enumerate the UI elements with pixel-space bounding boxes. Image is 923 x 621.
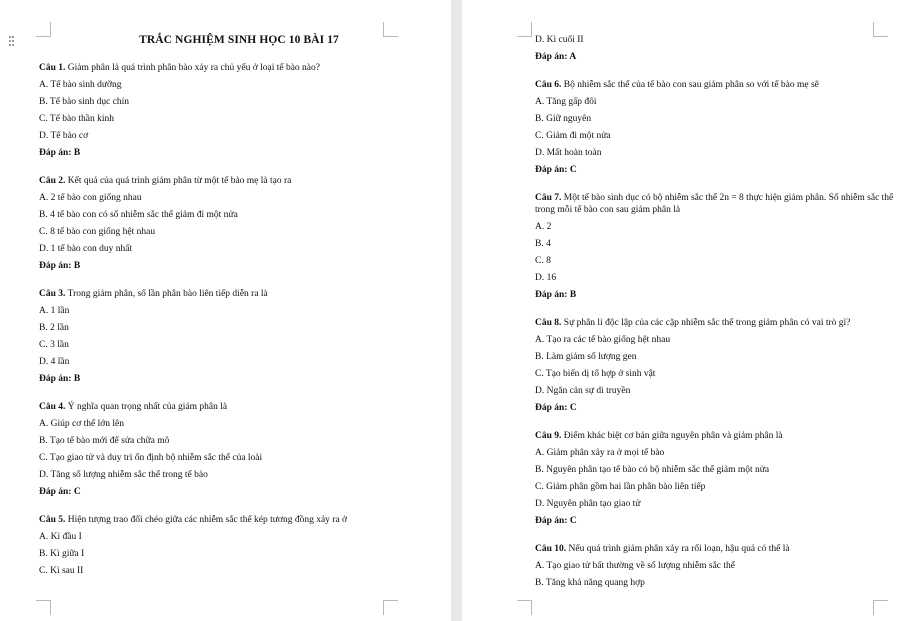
answer-option: C. Giảm đi một nửa [535, 131, 611, 141]
question-body: Một tế bào sinh dục có bộ nhiễm sắc thể 2n = 8 thực hiện giảm phân. Số nhiễm sắc thể trong mỗi tế bào con sau giảm phân là [535, 193, 894, 215]
margin-corner-bottom-right [873, 600, 888, 615]
drag-handle-icon[interactable] [9, 36, 17, 48]
answer-option: A. 1 lần [39, 306, 70, 316]
answer-option: D. Ngăn cản sự di truyền [535, 386, 631, 396]
question-number: Câu 2. [39, 176, 66, 186]
margin-corner-bottom-right [383, 600, 398, 615]
question-body: Ý nghĩa quan trọng nhất của giảm phân là [65, 402, 228, 412]
answer-option: B. Nguyên phân tạo tế bào có bộ nhiễm sắc thể giảm một nửa [535, 465, 770, 475]
answer-option: D. 4 lần [39, 357, 70, 367]
answer-option: B. 4 [535, 239, 551, 249]
answer-key: Đáp án: C [39, 487, 81, 497]
question-text [39, 401, 439, 413]
answer-option: C. 8 tế bào con giống hệt nhau [39, 227, 156, 237]
question-body: Giảm phân là quá trình phân bào xảy ra chủ yếu ở loại tế bào nào? [65, 63, 320, 73]
question-block [535, 430, 915, 527]
question-block [39, 288, 439, 385]
answer-option: A. 2 [535, 222, 552, 232]
question-block [535, 317, 915, 414]
left-page-content [39, 34, 439, 582]
question-text [39, 175, 439, 187]
answer-option: A. Tế bào sinh dưỡng [39, 80, 122, 90]
answer-option: D. Kì cuối II [535, 35, 584, 45]
question-number: Câu 6. [535, 80, 562, 90]
question-text [39, 514, 439, 526]
answer-option: C. Giảm phân gồm hai lần phân bào liên tiếp [535, 482, 706, 492]
answer-option: C. 3 lần [39, 340, 69, 350]
question-body: Nếu quá trình giảm phân xảy ra rối loạn, hậu quả có thể là [566, 544, 790, 554]
question-text [535, 317, 915, 329]
question-block [535, 79, 915, 176]
answer-option: C. Kì sau II [39, 566, 84, 576]
answer-option: B. Tế bào sinh dục chín [39, 97, 130, 107]
answer-option: D. 1 tế bào con duy nhất [39, 244, 133, 254]
answer-key: Đáp án: B [535, 290, 577, 300]
margin-corner-top-left [517, 22, 532, 37]
answer-option: B. Làm giảm số lượng gen [535, 352, 637, 362]
question-text [535, 79, 915, 91]
answer-option: C. 8 [535, 256, 551, 266]
answer-option: C. Tạo giao tử và duy trì ổn định bộ nhiễm sắc thể của loài [39, 453, 263, 463]
answer-option: B. Giữ nguyên [535, 114, 592, 124]
question-number: Câu 1. [39, 63, 66, 73]
document-page-left [0, 0, 451, 621]
answer-option: D. 16 [535, 273, 557, 283]
question-text [535, 192, 915, 216]
question-number: Câu 9. [535, 431, 562, 441]
question-body: Sự phân li độc lập của các cặp nhiễm sắc thể trong giảm phân có vai trò gì? [561, 318, 851, 328]
answer-key: Đáp án: C [535, 516, 577, 526]
answer-option: A. Tạo ra các tế bào giống hệt nhau [535, 335, 671, 345]
question-block [535, 192, 915, 301]
question-body: Trong giảm phân, số lần phân bào liên tiếp diễn ra là [65, 289, 268, 299]
question-number: Câu 5. [39, 515, 66, 525]
question-body: Điểm khác biệt cơ bản giữa nguyên phân và giảm phân là [561, 431, 783, 441]
answer-option: A. Giảm phân xảy ra ở mọi tế bào [535, 448, 665, 458]
answer-option: A. Kì đầu I [39, 532, 82, 542]
question-block [39, 175, 439, 272]
answer-option: C. Tạo biến dị tổ hợp ở sinh vật [535, 369, 656, 379]
answer-key: Đáp án: B [39, 148, 81, 158]
question-text [39, 62, 439, 74]
margin-corner-bottom-left [36, 600, 51, 615]
question-text [535, 430, 915, 442]
answer-option: B. 4 tế bào con có số nhiễm sắc thể giảm đi một nửa [39, 210, 238, 220]
question-number: Câu 10. [535, 544, 567, 554]
answer-option: B. Tăng khả năng quang hợp [535, 578, 645, 588]
right-page-content [535, 34, 915, 594]
question-block [535, 543, 915, 589]
answer-key: Đáp án: C [535, 165, 577, 175]
answer-option: A. Giúp cơ thể lớn lên [39, 419, 124, 429]
answer-option: D. Mất hoàn toàn [535, 148, 602, 158]
question-block [39, 514, 439, 577]
document-title: TRẮC NGHIỆM SINH HỌC 10 BÀI 17 [139, 34, 339, 46]
question-text [39, 288, 439, 300]
answer-option: C. Tế bào thần kinh [39, 114, 115, 124]
question-body: Kết quả của quá trình giảm phân từ một tế bào mẹ là tạo ra [65, 176, 292, 186]
answer-option: B. Tạo tế bào mới để sửa chữa mô [39, 436, 170, 446]
question-number: Câu 3. [39, 289, 66, 299]
answer-key: Đáp án: C [535, 403, 577, 413]
question-text [535, 543, 915, 555]
question-body: Hiện tượng trao đổi chéo giữa các nhiễm sắc thể kép tương đồng xảy ra ở [65, 515, 348, 525]
question-number: Câu 4. [39, 402, 66, 412]
answer-option: A. 2 tế bào con giống nhau [39, 193, 142, 203]
margin-corner-bottom-left [517, 600, 532, 615]
question-number: Câu 8. [535, 318, 562, 328]
answer-key: Đáp án: B [39, 374, 81, 384]
question-body: Bộ nhiễm sắc thể của tế bào con sau giảm phân so với tế bào mẹ sẽ [561, 80, 819, 90]
answer-option: B. Kì giữa I [39, 549, 85, 559]
answer-option: D. Nguyên phân tạo giao tử [535, 499, 641, 509]
answer-option: A. Tăng gấp đôi [535, 97, 597, 107]
question-block [39, 62, 439, 159]
answer-option: B. 2 lần [39, 323, 69, 333]
answer-option: D. Tế bào cơ [39, 131, 89, 141]
answer-key: Đáp án: A [535, 52, 577, 62]
document-page-right [462, 0, 923, 621]
answer-option: D. Tăng số lượng nhiễm sắc thể trong tế bào [39, 470, 208, 480]
answer-key: Đáp án: B [39, 261, 81, 271]
answer-option: A. Tạo giao tử bất thường về số lượng nhiễm sắc thể [535, 561, 735, 571]
question-number: Câu 7. [535, 193, 562, 203]
question-block [39, 401, 439, 498]
